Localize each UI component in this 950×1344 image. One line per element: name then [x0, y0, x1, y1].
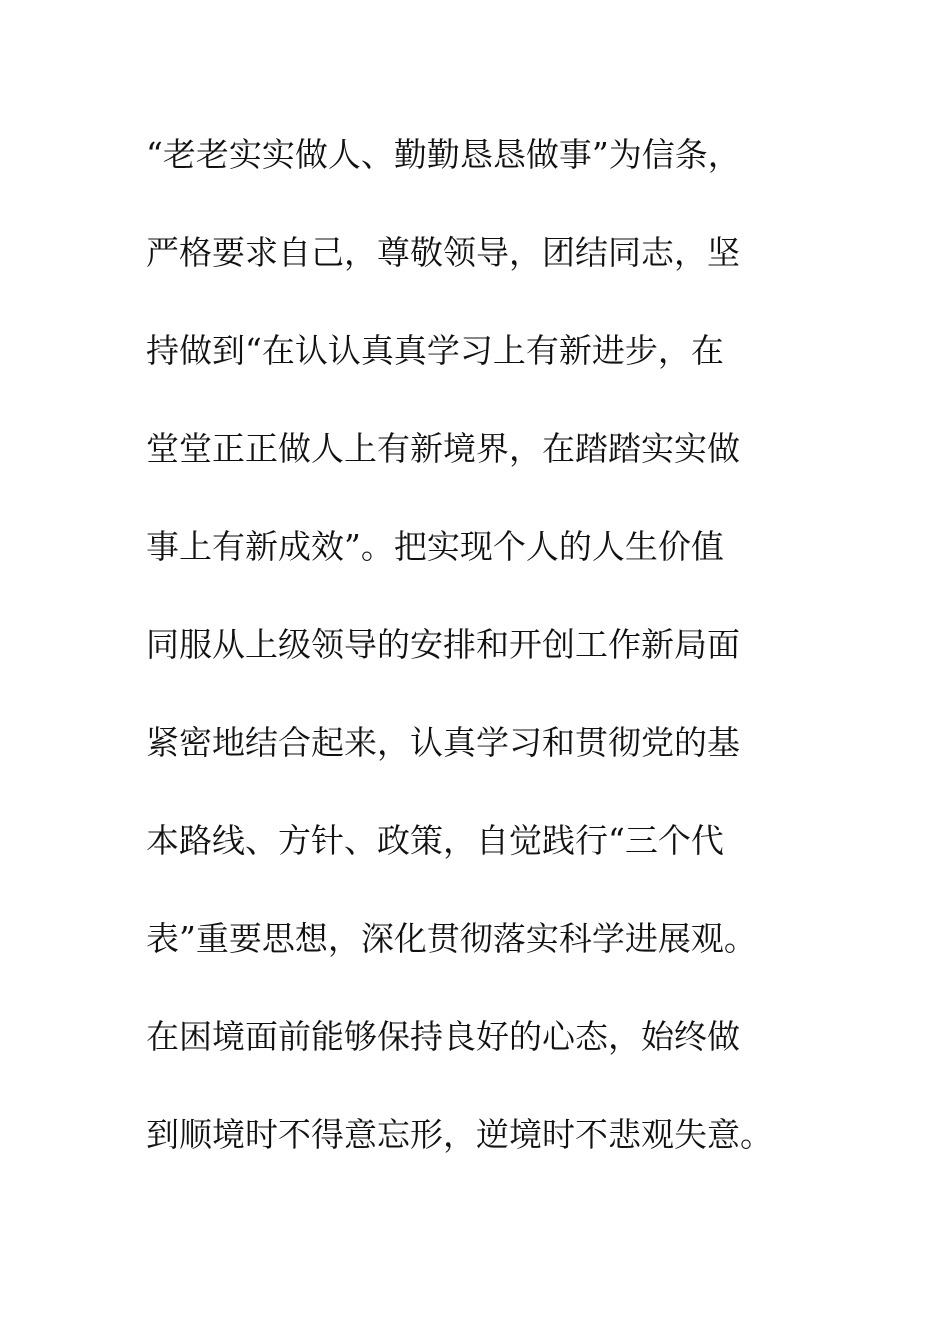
text-line: 表”重要思想，深化贯彻落实科学进展观。 [146, 919, 757, 958]
body-paragraph [146, 125, 806, 1203]
text-line: 严格要求自己，尊敬领导，团结同志，坚 [146, 233, 740, 272]
text-line: 事上有新成效”。把实现个人的人生价值 [146, 527, 724, 566]
text-line: 同服从上级领导的安排和开创工作新局面 [146, 625, 740, 664]
text-line: 紧密地结合起来，认真学习和贯彻党的基 [146, 723, 740, 762]
text-line: 本路线、方针、政策，自觉践行“三个代 [146, 821, 724, 860]
text-line: 到顺境时不得意忘形，逆境时不悲观失意。 [146, 1115, 773, 1154]
text-line: 持做到“在认认真真学习上有新进步，在 [146, 331, 724, 370]
text-line: 在困境面前能够保持良好的心态，始终做 [146, 1017, 740, 1056]
text-line: “老老实实做人、勤勤恳恳做事”为信条， [146, 135, 741, 174]
text-line: 堂堂正正做人上有新境界，在踏踏实实做 [146, 429, 740, 468]
